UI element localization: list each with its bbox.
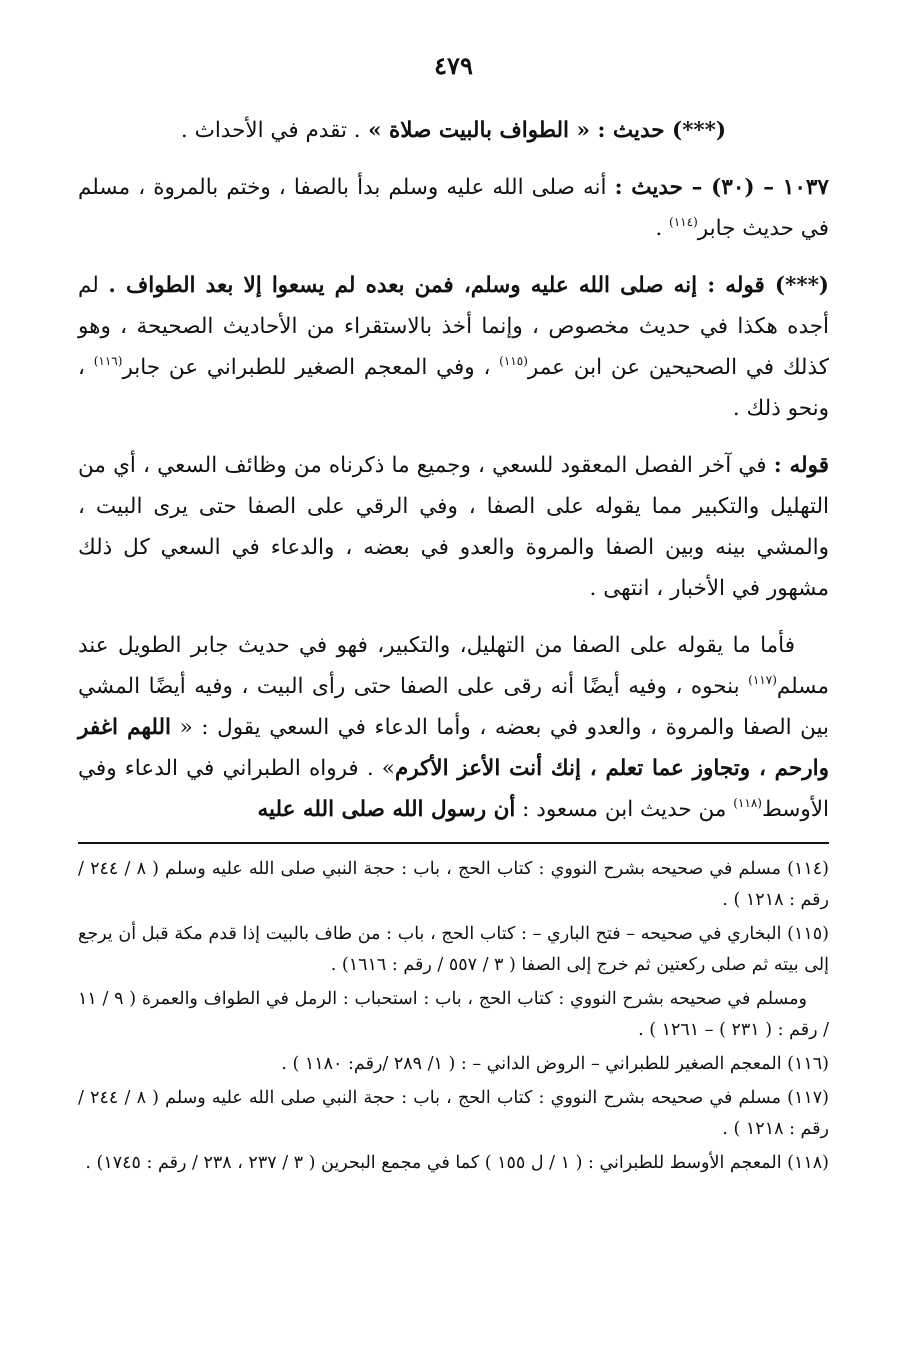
footnote-118: (١١٨) المعجم الأوسط للطبراني : ( ١ / ل ١٥٥ ) كما في مجمع البحرين ( ٣ / ٢٣٧ ، ٢٣٨ / رقم : ١٧٤٥) . — [85, 1153, 829, 1173]
paragraph-text: ، وفي المعجم الصغير للطبراني عن جابر — [122, 355, 500, 380]
paragraph-text: » . فرواه الطبراني في الدعاء وفي الأوسط — [78, 756, 829, 822]
hadith-quote: أن رسول الله صلى الله عليه — [257, 797, 516, 822]
paragraph-lead: (***) حديث : — [597, 118, 727, 143]
footnote-116: (١١٦) المعجم الصغير للطبراني – الروض الداني – : ( ١/ ٢٨٩ /رقم: ١١٨٠ ) . — [281, 1054, 829, 1074]
footnote-ref: (١١٤) — [669, 215, 698, 229]
footnote-divider — [78, 842, 829, 844]
footnote-115-cont: ومسلم في صحيحه بشرح النووي : كتاب الحج ، باب : استحباب : الرمل في الطواف والعمرة ( ٩ / ١١ / رقم : ( ٢٣١ ) – ١٢٦١ ) . — [78, 989, 829, 1040]
paragraph-text: أنه صلى الله عليه وسلم بدأ بالصفا ، وختم بالمروة ، مسلم في حديث جابر — [78, 175, 829, 241]
footnote-ref: (١١٥) — [499, 354, 528, 368]
paragraph-text: من حديث ابن مسعود : — [515, 797, 734, 822]
footnote-117: (١١٧) مسلم في صحيحه بشرح النووي : كتاب الحج ، باب : حجة النبي صلى الله عليه وسلم ( ٨ / ٢٤٤ / رقم : ١٢١٨ ) . — [78, 1088, 829, 1139]
footnote-114: (١١٤) مسلم في صحيحه بشرح النووي : كتاب الحج ، باب : حجة النبي صلى الله عليه وسلم ( ٨ / ٢٤٤ / رقم : ١٢١٨ ) . — [78, 859, 829, 910]
footnote-ref: (١١٨) — [733, 796, 762, 810]
footnote-ref: (١١٦) — [93, 354, 123, 368]
paragraph-lead: (***) قوله : إنه صلى الله عليه وسلم، فمن بعده لم يسعوا إلا بعد الطواف . — [108, 273, 829, 298]
paragraph-sai-after-tawaf — [78, 265, 829, 429]
paragraph-safa-takbir — [78, 625, 829, 830]
footnote-ref: (١١٧) — [748, 673, 777, 687]
paragraph-text-end: . — [655, 216, 670, 241]
footnotes — [78, 854, 829, 1179]
paragraph-sai-chapter — [78, 445, 829, 609]
footnote-115: (١١٥) البخاري في صحيحه – فتح الباري – : كتاب الحج ، باب : من طاف بالبيت إذا قدم مكة قبل أن يرجع إلى بيته ثم صلى ركعتين ثم خرج إلى الصفا ( ٣ / ٥٥٧ / رقم : ١٦١٦) . — [78, 924, 829, 975]
paragraph-text: في آخر الفصل المعقود للسعي ، وجميع ما ذكرناه من وظائف السعي ، أي من التهليل والتكبير مما يقوله على الصفا ، وفي الرقي على الصفا حتى يرى البيت ، والمشي بينه وبين الصفا والمروة والعدو في بعضه ، والدعاء في السعي كل ذلك مشهور في الأخبار ، انتهى . — [78, 453, 829, 601]
paragraph-text: . تقدم في الأحداث . — [180, 118, 361, 143]
paragraph-lead: قوله : — [773, 453, 829, 478]
paragraph-text: بنحوه ، وفيه أيضًا أنه رقى على الصفا حتى رأى البيت ، وفيه أيضًا المشي بين الصفا والمروة ، والعدو في بعضه ، وأما الدعاء في السعي يقول : « — [78, 674, 829, 740]
paragraph-text: لم أجده هكذا في حديث مخصوص ، وإنما أخذ بالاستقراء من الأحاديث الصحيحة ، وهو كذلك في الصحيحين عن ابن عمر — [78, 273, 830, 380]
paragraph-tawaf-hadith — [78, 110, 829, 151]
paragraph-text: فأما ما يقوله على الصفا من التهليل، والتكبير، فهو في حديث جابر الطويل عند مسلم — [78, 633, 829, 699]
page-number: ٤٧٩ — [434, 51, 473, 80]
hadith-quote: « الطواف بالبيت صلاة » — [360, 118, 598, 143]
paragraph-text: ، ونحو ذلك . — [78, 355, 829, 421]
dua-quote: اللهم اغفر وارحم ، وتجاوز عما تعلم ، إنك أنت الأعز الأكرم — [78, 715, 829, 781]
paragraph-hadith-1037 — [78, 167, 829, 249]
paragraph-lead: ١٠٣٧ – (٣٠) – حديث : — [614, 175, 829, 200]
